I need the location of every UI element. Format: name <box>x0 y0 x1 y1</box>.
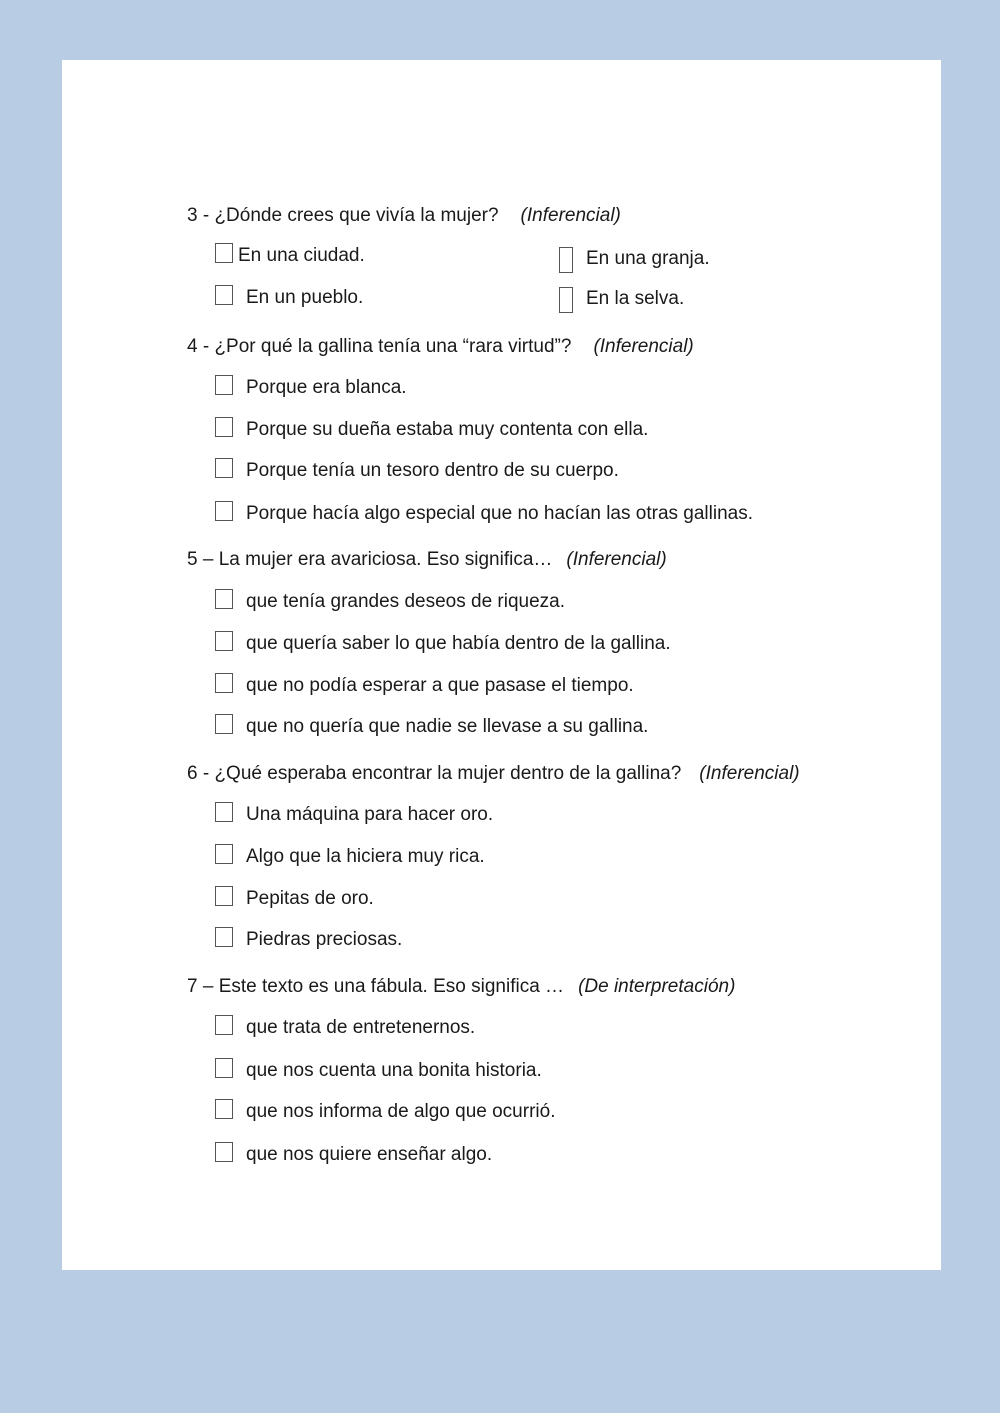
question-5 <box>187 549 667 571</box>
question-4-option-2[interactable] <box>215 419 648 441</box>
option-label: Porque su dueña estaba muy contenta con ella. <box>246 419 649 440</box>
checkbox[interactable] <box>215 927 233 947</box>
question-6-option-1[interactable] <box>215 804 493 826</box>
checkbox[interactable] <box>215 1142 233 1162</box>
option-label: que no podía esperar a que pasase el tiempo. <box>246 675 634 696</box>
question-7-option-1[interactable] <box>215 1017 475 1039</box>
option-label: Pepitas de oro. <box>246 888 374 909</box>
question-7-option-3[interactable] <box>215 1101 555 1123</box>
question-5-tag: (Inferencial) <box>566 549 667 570</box>
option-label: Algo que la hiciera muy rica. <box>246 846 485 867</box>
question-6-option-2[interactable] <box>215 846 485 868</box>
question-7-option-2[interactable] <box>215 1060 542 1082</box>
option-label: En una granja. <box>586 248 710 269</box>
question-4-text: 4 - ¿Por qué la gallina tenía una “rara virtud”? <box>187 336 572 357</box>
checkbox[interactable] <box>215 589 233 609</box>
checkbox[interactable] <box>215 458 233 478</box>
question-4-option-4[interactable] <box>215 503 753 525</box>
question-6-tag: (Inferencial) <box>699 763 800 784</box>
worksheet-page <box>62 60 941 1270</box>
option-label: Una máquina para hacer oro. <box>246 804 494 825</box>
checkbox[interactable] <box>215 1015 233 1035</box>
question-3 <box>187 205 621 227</box>
checkbox[interactable] <box>215 1058 233 1078</box>
question-3-option-3[interactable] <box>215 287 363 309</box>
option-label: que nos cuenta una bonita historia. <box>246 1060 542 1081</box>
option-label: En un pueblo. <box>246 287 364 308</box>
question-7-option-4[interactable] <box>215 1144 492 1166</box>
question-5-option-3[interactable] <box>215 675 634 697</box>
option-label: que trata de entretenernos. <box>246 1017 476 1038</box>
checkbox[interactable] <box>215 285 233 305</box>
question-5-option-1[interactable] <box>215 591 565 613</box>
checkbox[interactable] <box>215 631 233 651</box>
checkbox[interactable] <box>215 673 233 693</box>
question-3-text: 3 - ¿Dónde crees que vivía la mujer? <box>187 205 499 226</box>
question-4-option-1[interactable] <box>215 377 407 399</box>
question-4 <box>187 336 694 358</box>
option-label: que no quería que nadie se llevase a su gallina. <box>246 716 649 737</box>
question-5-option-4[interactable] <box>215 716 648 738</box>
question-7-tag: (De interpretación) <box>578 976 736 997</box>
option-label: que nos informa de algo que ocurrió. <box>246 1101 556 1122</box>
question-6-option-3[interactable] <box>215 888 374 910</box>
checkbox[interactable] <box>215 802 233 822</box>
option-label: Porque hacía algo especial que no hacían las otras gallinas. <box>246 503 754 524</box>
option-label: Piedras preciosas. <box>246 929 403 950</box>
question-3-option-1[interactable] <box>215 245 365 267</box>
checkbox[interactable] <box>215 417 233 437</box>
checkbox[interactable] <box>215 1099 233 1119</box>
question-7-text: 7 – Este texto es una fábula. Eso significa … <box>187 976 565 997</box>
question-4-tag: (Inferencial) <box>593 336 694 357</box>
option-label: Porque era blanca. <box>246 377 407 398</box>
option-label: En la selva. <box>586 288 685 309</box>
question-4-option-3[interactable] <box>215 460 619 482</box>
question-5-text: 5 – La mujer era avariciosa. Eso significa… <box>187 549 553 570</box>
question-3-tag: (Inferencial) <box>520 205 621 226</box>
option-label: En una ciudad. <box>238 245 365 266</box>
option-label: que tenía grandes deseos de riqueza. <box>246 591 566 612</box>
option-label: que nos quiere enseñar algo. <box>246 1144 493 1165</box>
checkbox[interactable] <box>215 375 233 395</box>
question-6-text: 6 - ¿Qué esperaba encontrar la mujer dentro de la gallina? <box>187 763 682 784</box>
checkbox[interactable] <box>559 287 573 313</box>
question-3-option-2[interactable] <box>559 247 710 273</box>
question-5-option-2[interactable] <box>215 633 671 655</box>
checkbox[interactable] <box>215 886 233 906</box>
question-3-option-4[interactable] <box>559 287 684 313</box>
question-7 <box>187 976 735 998</box>
question-6 <box>187 763 800 785</box>
option-label: que quería saber lo que había dentro de la gallina. <box>246 633 671 654</box>
question-6-option-4[interactable] <box>215 929 402 951</box>
checkbox[interactable] <box>215 714 233 734</box>
checkbox[interactable] <box>215 501 233 521</box>
checkbox[interactable] <box>559 247 573 273</box>
checkbox[interactable] <box>215 844 233 864</box>
checkbox[interactable] <box>215 243 233 263</box>
option-label: Porque tenía un tesoro dentro de su cuerpo. <box>246 460 619 481</box>
